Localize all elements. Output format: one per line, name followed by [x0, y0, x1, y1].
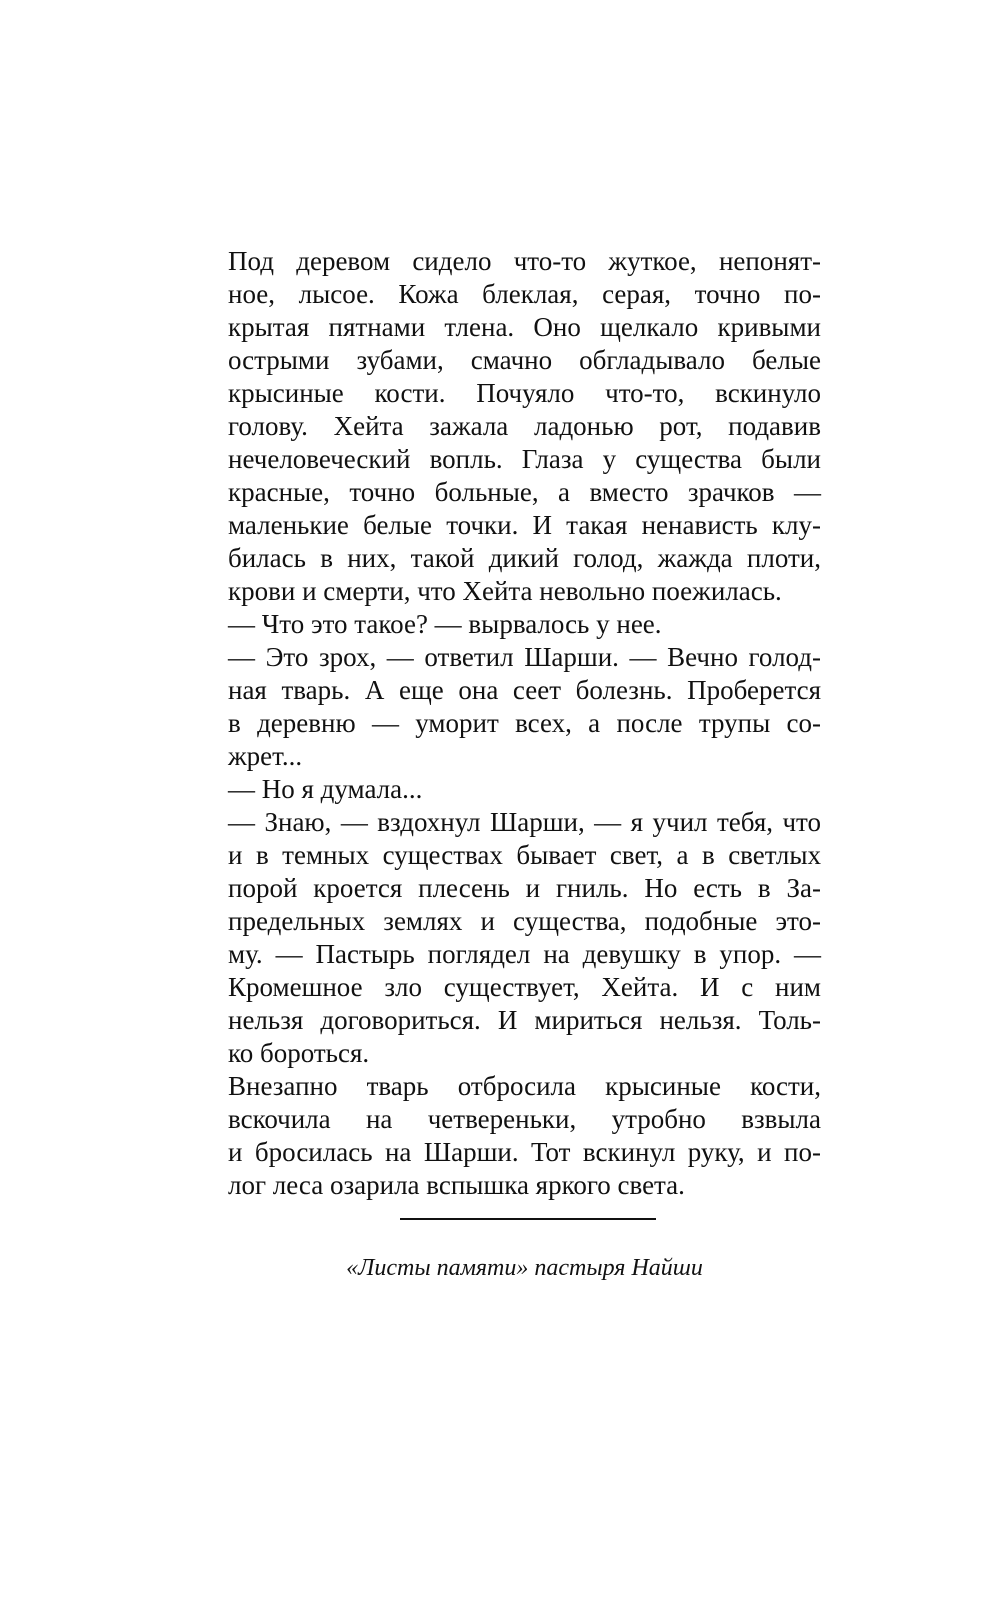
- text-line: маленькие белые точки. И такая ненависть клу-: [228, 510, 821, 540]
- text-line: крысиные кости. Почуяло что-то, вскинуло: [228, 378, 821, 408]
- dialogue-line: — Что это такое? — вырвалось у нее.: [228, 609, 662, 639]
- text-line: красные, точно больные, а вместо зрачков —: [228, 477, 821, 507]
- body-text: [228, 245, 821, 1202]
- text-line: острыми зубами, смачно обгладывало белые: [228, 345, 821, 375]
- text-line: предельных землях и существа, подобные это-: [228, 906, 821, 936]
- text-line: Внезапно тварь отбросила крысиные кости,: [228, 1071, 821, 1101]
- text-line: и бросилась на Шарши. Тот вскинул руку, и по-: [228, 1137, 821, 1167]
- text-line: жрет...: [228, 741, 303, 771]
- text-line: ное, лысое. Кожа блеклая, серая, точно по-: [228, 279, 821, 309]
- text-line: крови и смерти, что Хейта невольно поежилась.: [228, 576, 782, 606]
- text-line: ная тварь. А еще она сеет болезнь. Проберется: [228, 675, 821, 705]
- text-line: голову. Хейта зажала ладонью рот, подавив: [228, 411, 821, 441]
- text-line: и в темных существах бывает свет, а в светлых: [228, 840, 821, 870]
- chapter-epigraph-caption: «Листы памяти» пастыря Найши: [346, 1255, 703, 1281]
- text-line: в деревню — уморит всех, а после трупы со-: [228, 708, 821, 738]
- text-line: Кромешное зло существует, Хейта. И с ним: [228, 972, 821, 1002]
- text-line: нельзя договориться. И мириться нельзя. Толь-: [228, 1005, 821, 1035]
- text-line: порой кроется плесень и гниль. Но есть в За-: [228, 873, 821, 903]
- text-line: ко бороться.: [228, 1038, 370, 1068]
- text-line: нечеловеческий вопль. Глаза у существа были: [228, 444, 821, 474]
- text-line: вскочила на четвереньки, утробно взвыла: [228, 1104, 821, 1134]
- text-line: билась в них, такой дикий голод, жажда плоти,: [228, 543, 821, 573]
- dialogue-line: — Знаю, — вздохнул Шарши, — я учил тебя, что: [228, 807, 821, 837]
- dialogue-line: — Это зрох, — ответил Шарши. — Вечно голод-: [228, 642, 821, 672]
- text-line: крытая пятнами тлена. Оно щелкало кривыми: [228, 312, 821, 342]
- text-line: му. — Пастырь поглядел на девушку в упор. —: [228, 939, 821, 969]
- text-line: Под деревом сидело что-то жуткое, непонят-: [228, 246, 821, 276]
- text-line: лог леса озарила вспышка яркого света.: [228, 1170, 685, 1200]
- section-divider: [400, 1218, 656, 1220]
- dialogue-line: — Но я думала...: [228, 774, 423, 804]
